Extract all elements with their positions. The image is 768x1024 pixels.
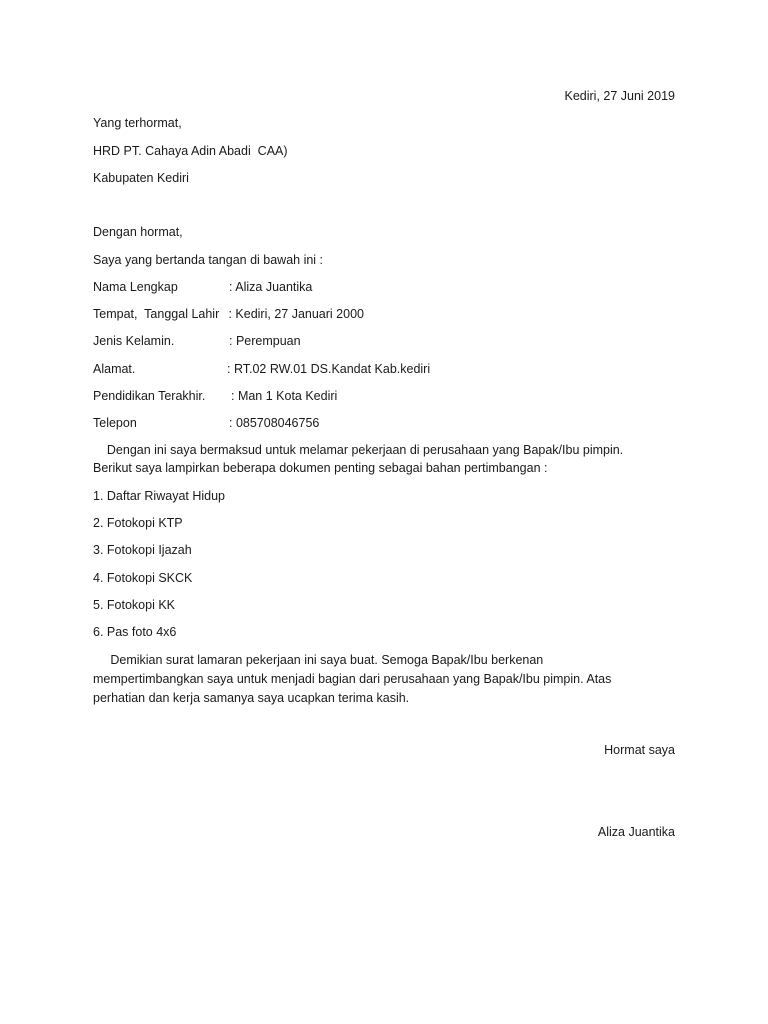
field-value-address: : RT.02 RW.01 DS.Kandat Kab.kediri — [227, 362, 431, 376]
signature-name: Aliza Juantika — [597, 825, 675, 839]
paragraph-line: Demikian surat lamaran pekerjaan ini saya buat. Semoga Bapak/Ibu berkenan — [93, 653, 544, 667]
field-value-phone: : 085708046756 — [229, 416, 320, 430]
field-label-phone: Telepon — [93, 416, 137, 430]
recipient-location: Kabupaten Kediri — [93, 171, 189, 185]
paragraph-line: perhatian dan kerja samanya saya ucapkan terima kasih. — [93, 691, 410, 705]
recipient-company: HRD PT. Cahaya Adin Abadi CAA) — [93, 144, 288, 158]
field-label-gender: Jenis Kelamin. — [93, 334, 175, 348]
field-value-education: : Man 1 Kota Kediri — [231, 389, 338, 403]
field-label-name: Nama Lengkap — [93, 280, 178, 294]
list-item: 2. Fotokopi KTP — [93, 516, 183, 530]
field-label-birth: Tempat, Tanggal Lahir — [93, 307, 220, 321]
intro-line: Saya yang bertanda tangan di bawah ini : — [93, 253, 324, 267]
field-label-address: Alamat. — [93, 362, 136, 376]
list-item: 6. Pas foto 4x6 — [93, 625, 177, 639]
field-value-gender: : Perempuan — [229, 334, 301, 348]
list-item: 3. Fotokopi Ijazah — [93, 543, 192, 557]
field-value-birth: : Kediri, 27 Januari 2000 — [225, 307, 364, 321]
list-item: 1. Daftar Riwayat Hidup — [93, 489, 226, 503]
paragraph-line: Berikut saya lampirkan beberapa dokumen penting sebagai bahan pertimbangan : — [93, 461, 548, 475]
list-item: 4. Fotokopi SKCK — [93, 571, 193, 585]
paragraph-line: Dengan ini saya bermaksud untuk melamar pekerjaan di perusahaan yang Bapak/Ibu pimpin. — [93, 443, 624, 457]
recipient-salutation: Yang terhormat, — [93, 116, 182, 130]
field-label-education: Pendidikan Terakhir. — [93, 389, 206, 403]
greeting: Dengan hormat, — [93, 225, 183, 239]
list-item: 5. Fotokopi KK — [93, 598, 175, 612]
sign-off: Hormat saya — [604, 743, 675, 757]
field-value-name: : Aliza Juantika — [229, 280, 313, 294]
paragraph-line: mempertimbangkan saya untuk menjadi bagian dari perusahaan yang Bapak/Ibu pimpin. Atas — [93, 672, 612, 686]
letter-date: Kediri, 27 Juni 2019 — [564, 89, 675, 103]
